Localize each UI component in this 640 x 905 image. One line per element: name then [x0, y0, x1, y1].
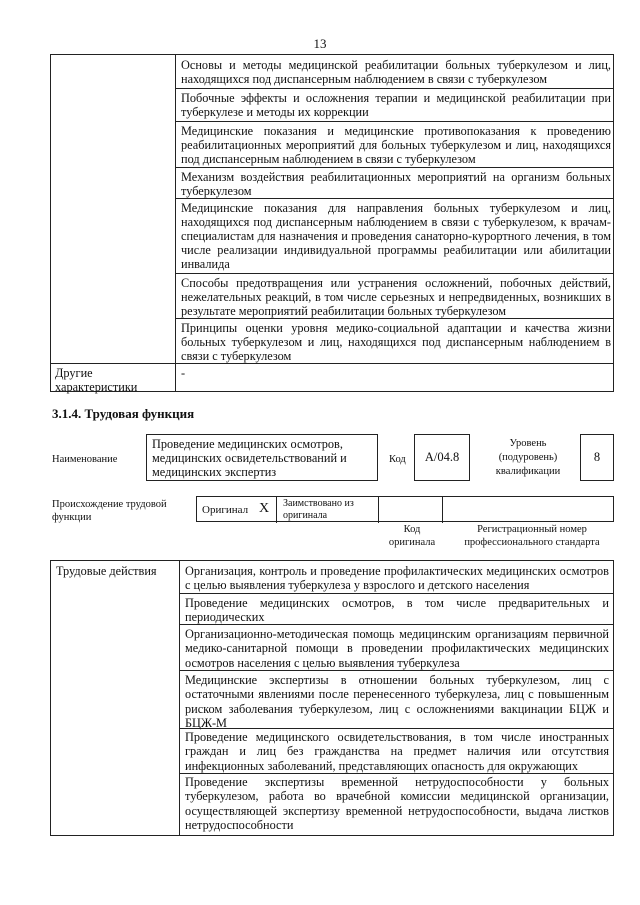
labor-action-row: Проведение медицинского освидетельствования, в том числе иностранных граждан и лиц без гражданства на предмет наличия или отсутствия инфекционных заболеваний, представляющих опасность для окружающих [185, 730, 609, 773]
knowledge-row: Механизм воздействия реабилитационных мероприятий на организм больных туберкулезом [181, 170, 611, 198]
origin-label: Происхождение трудовой функции [52, 499, 167, 523]
section-title: 3.1.4. Трудовая функция [52, 406, 195, 421]
origin-table [196, 496, 614, 522]
page-number: 13 [313, 36, 327, 51]
knowledge-row: Побочные эффекты и осложнения терапии и медицинской реабилитации при туберкулезе и методы их коррекции [181, 91, 611, 119]
borrowed-label: Заимствовано из оригинала [283, 498, 354, 521]
level-label: Уровень (подуровень) квалификации [495, 438, 561, 477]
knowledge-row: Принципы оценки уровня медико-социальной адаптации и качества жизни больных туберкулезом и лиц, находящихся под диспансерным наблюдением в связи с туберкулезом [181, 321, 611, 363]
labor-actions-label: Трудовые действия [56, 564, 157, 578]
labor-action-row: Проведение медицинских осмотров, в том числе предварительных и периодических [185, 596, 609, 625]
knowledge-row: Основы и методы медицинской реабилитации больных туберкулезом и лиц, находящихся под диспансерным наблюдением в связи с туберкулезом [181, 58, 611, 86]
qualification-level: 8 [580, 434, 614, 481]
knowledge-row: Способы предотвращения или устранения осложнений, побочных действий, нежелательных реакций, в том числе серьезных и непредвиденных, возникших в результате мероприятий реабилитации больных туберкулезом [181, 276, 611, 318]
reg-number-caption: Регистрационный номер профессионального стандарта [464, 524, 600, 548]
naming-label: Наименование [52, 454, 118, 465]
original-label: Оригинал [202, 504, 249, 516]
other-characteristics-value: - [181, 366, 186, 380]
labor-actions-table [50, 560, 614, 836]
code-label: Код [389, 454, 406, 465]
original-mark: X [259, 501, 270, 516]
knowledge-row: Медицинские показания для направления больных туберкулезом и лиц, находящихся под диспансерным наблюдением в связи с туберкулезом, к врачам-специалистам для назначения и проведения санаторно-курортного лечения, в том числе реализации индивидуальной программы реабилитации или абилитации инвалида [181, 201, 611, 271]
knowledge-table [50, 54, 614, 392]
function-code: A/04.8 [414, 434, 470, 481]
labor-action-row: Организационно-методическая помощь медицинским организациям первичной медико-санитарной помощи в проведении профилактических медицинских осмотров населения с целью выявления туберкулеза [185, 627, 609, 670]
labor-action-row: Медицинские экспертизы в отношении больных туберкулезом, лиц с остаточными явлениями после перенесенного туберкулеза, лиц с повышенным риском заболевания туберкулезом, лиц с осложнениями вакцинации БЦЖ и БЦЖ-М [185, 673, 609, 730]
code-original-caption: Код оригинала [388, 524, 436, 548]
labor-action-row: Проведение экспертизы временной нетрудоспособности у больных туберкулезом, работа во врачебной комиссии медицинской организации, осуществляющей экспертизу временной нетрудоспособности, выдача листков нетрудоспособности [185, 775, 609, 832]
knowledge-row: Медицинские показания и медицинские противопоказания к проведению реабилитационных мероприятий для больных туберкулезом и лиц, находящихся под диспансерным наблюдением в связи с туберкулезом [181, 124, 611, 166]
function-name: Проведение медицинских осмотров, медицинских освидетельствований и медицинских экспертиз [146, 434, 378, 481]
labor-action-row: Организация, контроль и проведение профилактических медицинских осмотров с целью выявления туберкулеза у взрослого и детского населения [185, 564, 609, 593]
other-characteristics-label: Другие характеристики [55, 366, 138, 394]
